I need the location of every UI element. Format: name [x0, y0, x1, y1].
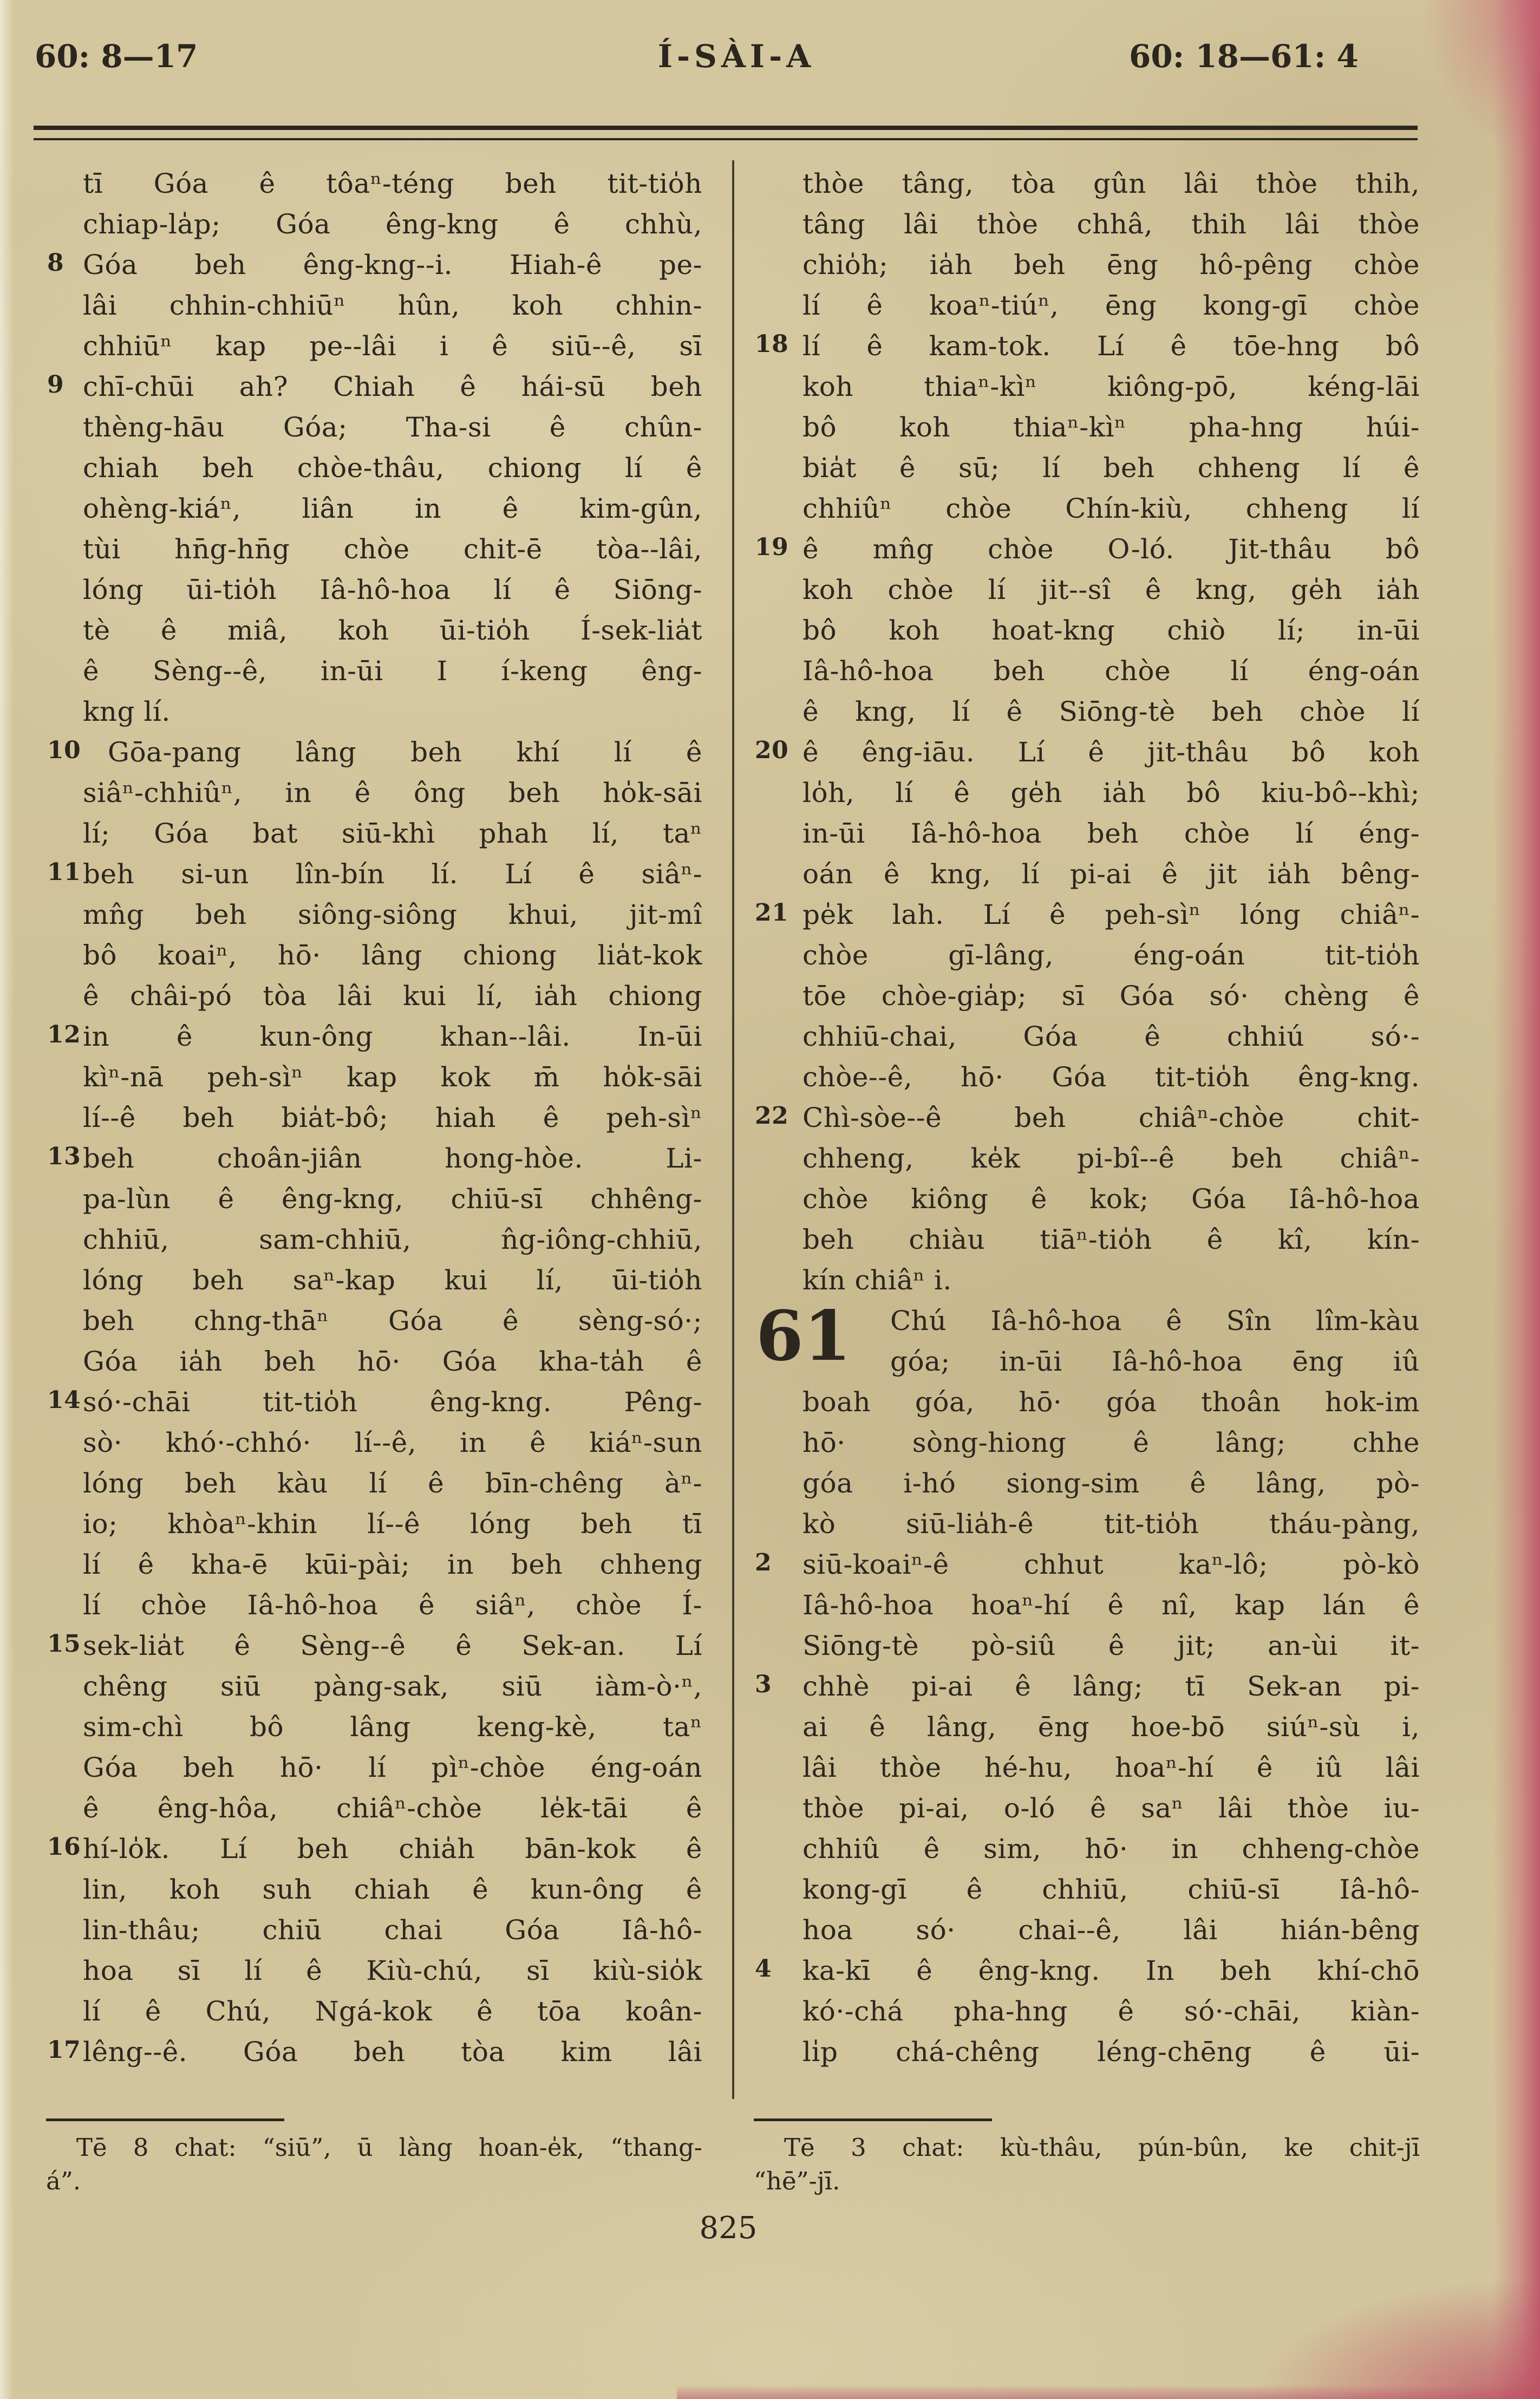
- verse-text: oán ê kng, lí pi-ai ê jit ia̍h bêng-: [802, 858, 1420, 890]
- verse-text: lí ê Chú, Ngá-kok ê tōa koân-: [83, 1996, 702, 2027]
- verse-text: tâng lâi thòe chhâ, thih lâi thòe: [802, 208, 1420, 240]
- verse-text: Chú Iâ-hô-hoa ê Sîn lîm-kàu: [890, 1305, 1420, 1337]
- text-line: [754, 610, 1420, 651]
- text-line: [46, 1098, 702, 1138]
- verse-text: io; khòaⁿ-khin lí--ê lóng beh tī: [83, 1508, 702, 1540]
- text-line: [754, 1544, 1420, 1585]
- verse-number: 20: [755, 736, 789, 764]
- text-line: [754, 1138, 1420, 1179]
- verse-text: thòe pi-ai, o-ló ê saⁿ lâi thòe iu-: [802, 1792, 1420, 1824]
- verse-text: koh chòe lí jit--sî ê kng, ge̍h ia̍h: [802, 574, 1420, 605]
- text-line: [46, 1910, 702, 1951]
- text-line: [46, 1220, 702, 1260]
- text-line: [46, 245, 702, 285]
- text-line: [46, 1626, 702, 1666]
- verse-text: kng lí.: [83, 696, 171, 727]
- verse-text: ka-kī ê êng-kng. In beh khí-chō: [802, 1955, 1420, 1986]
- verse-text: ê êng-hôa, chiâⁿ-chòe le̍k-tāi ê: [83, 1792, 702, 1824]
- verse-text: beh chng-thāⁿ Góa ê sèng-só·;: [83, 1305, 702, 1337]
- header-verse-range-right: 60: 18—61: 4: [1129, 38, 1359, 75]
- fore-edge-bottom-corner: [1258, 2280, 1540, 2399]
- verse-text: kò siū-lia̍h-ê tit-tio̍h tháu-pàng,: [802, 1508, 1420, 1540]
- text-line: [754, 692, 1420, 732]
- verse-text: chhiū-chai, Góa ê chhiú só·-: [802, 1021, 1420, 1052]
- book-fore-edge: [1493, 0, 1540, 2399]
- text-line: [754, 976, 1420, 1016]
- verse-text: tùi hn̄g-hn̄g chòe chit-ē tòa--lâi,: [83, 533, 702, 565]
- verse-text: bia̍t ê sū; lí beh chheng lí ê: [802, 452, 1420, 484]
- verse-number: 16: [47, 1833, 81, 1861]
- verse-text: siū-koaiⁿ-ê chhut kaⁿ-lô; pò-kò: [802, 1549, 1420, 1580]
- verse-text: Iâ-hô-hoa hoaⁿ-hí ê nî, kap lán ê: [802, 1589, 1420, 1621]
- verse-text: mn̂g beh siông-siông khui, jit-mî: [83, 899, 702, 930]
- verse-text: Gōa-pang lâng beh khí lí ê: [108, 736, 702, 768]
- verse-text: chhiû ê sim, hō· in chheng-chòe: [802, 1833, 1420, 1865]
- verse-text: bô koh thiaⁿ-kìⁿ pha-hng húi-: [802, 412, 1420, 443]
- verse-text: in ê kun-ông khan--lâi. In-ūi: [83, 1021, 702, 1052]
- text-line: [46, 1544, 702, 1585]
- text-line: [754, 1220, 1420, 1260]
- text-line: [46, 1748, 702, 1788]
- text-line: [46, 2032, 702, 2072]
- text-line: [46, 1869, 702, 1910]
- text-line: [46, 164, 702, 204]
- text-line: [46, 976, 702, 1016]
- verse-text: bô koh hoat-kng chiò lí; in-ūi: [802, 615, 1420, 646]
- text-line: [754, 2032, 1420, 2072]
- verse-text: lí ê kha-ē kūi-pài; in beh chheng: [83, 1549, 702, 1580]
- verse-text: lâi thòe hé-hu, hoaⁿ-hí ê iû lâi: [802, 1752, 1420, 1783]
- text-line: [46, 1301, 702, 1341]
- text-line: [46, 407, 702, 448]
- verse-text: Iâ-hô-hoa beh chòe lí éng-oán: [802, 655, 1420, 687]
- footnote-right: [754, 2118, 1420, 2198]
- text-line: [754, 1260, 1420, 1301]
- text-line: [754, 1707, 1420, 1748]
- verse-text: chòe kiông ê kok; Góa Iâ-hô-hoa: [802, 1183, 1420, 1215]
- verse-text: li̍p chá-chêng léng-chēng ê ūi-: [802, 2036, 1420, 2068]
- verse-number: 19: [755, 533, 789, 561]
- text-line: [754, 1626, 1420, 1666]
- header-rule: [34, 126, 1418, 140]
- text-line: [754, 1016, 1420, 1057]
- verse-text: lóng ūi-tio̍h Iâ-hô-hoa lí ê Siōng-: [83, 574, 702, 605]
- text-line: [754, 448, 1420, 488]
- verse-text: sek-lia̍t ê Sèng--ê ê Sek-an. Lí: [83, 1630, 702, 1661]
- verse-text: hí-lo̍k. Lí beh chia̍h bān-kok ê: [83, 1833, 702, 1865]
- text-line: [754, 1341, 1420, 1382]
- page-number: 825: [699, 2211, 758, 2246]
- text-line: [754, 1991, 1420, 2032]
- verse-text: chòe gī-lâng, éng-oán tit-tio̍h: [802, 940, 1420, 971]
- text-line: [46, 570, 702, 610]
- book-title: Í-SÀI-A: [657, 38, 815, 75]
- verse-text: chiap-la̍p; Góa êng-kng ê chhù,: [83, 208, 702, 240]
- verse-text: chiah beh chòe-thâu, chiong lí ê: [83, 452, 702, 484]
- text-line: [754, 570, 1420, 610]
- text-line: [754, 1463, 1420, 1504]
- verse-text: Góa ia̍h beh hō· Góa kha-ta̍h ê: [83, 1346, 702, 1377]
- verse-text: ê kng, lí ê Siōng-tè beh chòe lí: [802, 696, 1420, 727]
- verse-text: ê mn̂g chòe O-ló. Jit-thâu bô: [802, 533, 1420, 565]
- text-line: [754, 407, 1420, 448]
- text-line: [46, 285, 702, 326]
- verse-text: hō· sòng-hiong ê lâng; chhe: [802, 1427, 1420, 1458]
- verse-text: beh chiàu tiāⁿ-tio̍h ê kî, kín-: [802, 1224, 1420, 1255]
- text-line: [754, 326, 1420, 367]
- footnote-left: [46, 2118, 702, 2198]
- verse-text: Góa beh hō· lí pìⁿ-chòe éng-oán: [83, 1752, 702, 1783]
- fore-edge-top-corner: [1421, 0, 1540, 162]
- text-line: [754, 204, 1420, 245]
- verse-text: lóng beh saⁿ-kap kui lí, ūi-tio̍h: [83, 1264, 702, 1296]
- verse-text: in-ūi Iâ-hô-hoa beh chòe lí éng-: [802, 818, 1420, 849]
- verse-text: lin-thâu; chiū chai Góa Iâ-hô-: [83, 1914, 702, 1946]
- verse-text: thèng-hāu Góa; Tha-si ê chûn-: [83, 412, 702, 443]
- text-line: [46, 1423, 702, 1463]
- verse-number: 21: [755, 899, 789, 927]
- verse-number: 2: [755, 1549, 772, 1576]
- verse-text: lí--ê beh bia̍t-bô; hiah ê peh-sìⁿ: [83, 1102, 702, 1133]
- text-line: [754, 164, 1420, 204]
- text-line: [754, 367, 1420, 407]
- verse-number: 13: [47, 1143, 81, 1170]
- verse-text: chheng, ke̍k pi-bî--ê beh chiâⁿ-: [802, 1143, 1420, 1174]
- text-column-left: [46, 164, 702, 2072]
- footnote-text: á”.: [46, 2167, 81, 2195]
- verse-text: só·-chāi tit-tio̍h êng-kng. Pêng-: [83, 1386, 702, 1418]
- text-line: [46, 529, 702, 570]
- verse-number: 14: [47, 1386, 81, 1414]
- verse-text: lí; Góa bat siū-khì phah lí, taⁿ: [83, 818, 702, 849]
- verse-text: kín chiâⁿ i.: [802, 1264, 952, 1296]
- verse-number: 8: [47, 249, 64, 277]
- text-column-right: [754, 164, 1420, 2072]
- text-line: [754, 488, 1420, 529]
- text-line: [754, 1423, 1420, 1463]
- verse-text: Góa beh êng-kng--i. Hiah-ê pe-: [83, 249, 702, 281]
- verse-number: 12: [47, 1021, 81, 1048]
- verse-text: lin, koh suh chiah ê kun-ông ê: [83, 1874, 702, 1905]
- verse-text: siâⁿ-chhiûⁿ, in ê ông beh ho̍k-sāi: [83, 777, 702, 809]
- footnote-text: Tē 3 chat: kù-thâu, pún-bûn, ke chit-jī: [784, 2133, 1420, 2162]
- verse-text: pe̍k lah. Lí ê peh-sìⁿ lóng chiâⁿ-: [802, 899, 1420, 930]
- verse-text: sò· khó·-chhó· lí--ê, in ê kiáⁿ-sun: [83, 1427, 702, 1458]
- verse-text: Siōng-tè pò-siû ê jit; an-ùi it-: [802, 1630, 1420, 1661]
- text-line: [46, 935, 702, 976]
- page-left-edge: [0, 0, 14, 2399]
- verse-text: boah góa, hō· góa thoân hok-im: [802, 1386, 1420, 1418]
- verse-number: 3: [755, 1671, 772, 1698]
- text-line: [46, 1179, 702, 1220]
- text-line: [754, 1951, 1420, 1991]
- verse-text: beh si-un lîn-bín lí. Lí ê siâⁿ-: [83, 858, 702, 890]
- text-line: [754, 1504, 1420, 1544]
- text-line: [46, 813, 702, 854]
- verse-text: koh thiaⁿ-kìⁿ kiông-pō, kéng-lāi: [802, 371, 1420, 402]
- verse-number: 17: [47, 2036, 81, 2064]
- text-line: [46, 1788, 702, 1829]
- text-line: [46, 1138, 702, 1179]
- text-line: [754, 813, 1420, 854]
- verse-text: lí ê koaⁿ-tiúⁿ, ēng kong-gī chòe: [802, 290, 1420, 321]
- footnote-rule: [754, 2118, 992, 2121]
- footnote-text: “hē”-jī.: [754, 2167, 840, 2195]
- text-line: [46, 1463, 702, 1504]
- verse-text: ê châi-pó tòa lâi kui lí, ia̍h chiong: [83, 980, 702, 1012]
- verse-number: 11: [47, 858, 81, 886]
- verse-text: tōe chòe-gia̍p; sī Góa só· chèng ê: [802, 980, 1420, 1012]
- verse-text: chhiûⁿ chòe Chín-kiù, chheng lí: [802, 493, 1420, 524]
- verse-text: chêng siū pàng-sak, siū iàm-ò·ⁿ,: [83, 1671, 702, 1702]
- text-line: [754, 1666, 1420, 1707]
- text-line: [754, 854, 1420, 895]
- text-line: [754, 1748, 1420, 1788]
- text-line: [754, 1585, 1420, 1626]
- text-line: [46, 1057, 702, 1098]
- verse-text: chhiū, sam-chhiū, n̂g-iông-chhiū,: [83, 1224, 702, 1255]
- text-line: [46, 895, 702, 935]
- verse-text: chī-chūi ah? Chiah ê hái-sū beh: [83, 371, 702, 402]
- running-header: [0, 38, 1540, 83]
- verse-text: lóng beh kàu lí ê bīn-chêng àⁿ-: [83, 1468, 702, 1499]
- text-line: [754, 1098, 1420, 1138]
- text-line: [46, 1341, 702, 1382]
- verse-number: 22: [755, 1102, 789, 1130]
- verse-text: góa; in-ūi Iâ-hô-hoa ēng iû: [890, 1346, 1420, 1377]
- text-line: [46, 651, 702, 692]
- verse-number: 9: [47, 371, 64, 399]
- footnote-text: Tē 8 chat: “siū”, ū làng hoan-e̍k, “thang-: [76, 2133, 702, 2162]
- text-line: [46, 1504, 702, 1544]
- text-line: [46, 1585, 702, 1626]
- verse-text: tè ê miâ, koh ūi-tio̍h Í-sek-lia̍t: [83, 615, 702, 646]
- verse-text: ai ê lâng, ēng hoe-bō siúⁿ-sù i,: [802, 1711, 1420, 1743]
- text-line: [46, 1991, 702, 2032]
- text-line: [46, 448, 702, 488]
- text-line: [754, 1869, 1420, 1910]
- verse-text: kó·-chá pha-hng ê só·-chāi, kiàn-: [802, 1996, 1420, 2027]
- text-line: [46, 1707, 702, 1748]
- text-line: [46, 1016, 702, 1057]
- text-line: [46, 854, 702, 895]
- verse-number: 18: [755, 330, 789, 358]
- verse-number: 15: [47, 1630, 81, 1658]
- text-line: [46, 1951, 702, 1991]
- verse-number: 4: [755, 1955, 772, 1983]
- verse-text: lâi chhin-chhiūⁿ hûn, koh chhin-: [83, 290, 702, 321]
- text-line: [46, 692, 702, 732]
- verse-text: chòe--ê, hō· Góa tit-tio̍h êng-kng.: [802, 1061, 1420, 1093]
- verse-text: ohèng-kiáⁿ, liân in ê kim-gûn,: [83, 493, 702, 524]
- bottom-edge: [677, 2385, 1540, 2399]
- text-line: [754, 529, 1420, 570]
- text-line: [46, 732, 702, 773]
- text-line: [46, 488, 702, 529]
- text-line: [754, 285, 1420, 326]
- text-line: [46, 367, 702, 407]
- verse-text: ê êng-iāu. Lí ê jit-thâu bô koh: [802, 736, 1420, 768]
- verse-number: 10: [47, 736, 81, 764]
- text-line: [46, 1382, 702, 1423]
- verse-text: lí ê kam-tok. Lí ê tōe-hng bô: [802, 330, 1420, 362]
- text-line: [754, 245, 1420, 285]
- verse-text: tī Góa ê tôaⁿ-téng beh tit-tio̍h: [83, 168, 702, 199]
- text-line: [754, 773, 1420, 813]
- text-line: [46, 326, 702, 367]
- verse-text: chhè pi-ai ê lâng; tī Sek-an pi-: [802, 1671, 1420, 1702]
- verse-text: ê Sèng--ê, in-ūi I í-keng êng-: [83, 655, 702, 687]
- verse-text: hoa sī lí ê Kiù-chú, sī kiù-sio̍k: [83, 1955, 702, 1986]
- footnote-rule: [46, 2118, 284, 2121]
- text-line: [754, 1057, 1420, 1098]
- verse-text: chhiūⁿ kap pe--lâi i ê siū--ê, sī: [83, 330, 702, 362]
- verse-text: lo̍h, lí ê ge̍h ia̍h bô kiu-bô--khì;: [802, 777, 1420, 809]
- header-verse-range-left: 60: 8—17: [35, 38, 198, 75]
- text-line: [754, 1910, 1420, 1951]
- text-line: [754, 732, 1420, 773]
- text-line: [46, 773, 702, 813]
- verse-text: bô koaiⁿ, hō· lâng chiong lia̍t-kok: [83, 940, 702, 971]
- text-line: [754, 1382, 1420, 1423]
- text-line: [46, 204, 702, 245]
- verse-text: hoa só· chai--ê, lâi hián-bêng: [802, 1914, 1420, 1946]
- verse-text: pa-lùn ê êng-kng, chiū-sī chhêng-: [83, 1183, 702, 1215]
- text-line: [754, 935, 1420, 976]
- text-line: [46, 1260, 702, 1301]
- verse-text: Chì-sòe--ê beh chiâⁿ-chòe chit-: [802, 1102, 1420, 1133]
- verse-text: kong-gī ê chhiū, chiū-sī Iâ-hô-: [802, 1874, 1420, 1905]
- text-line: [754, 1829, 1420, 1869]
- column-divider: [732, 160, 734, 2099]
- verse-text: lí chòe Iâ-hô-hoa ê siâⁿ, chòe Í-: [83, 1589, 702, 1621]
- text-line: [46, 1829, 702, 1869]
- verse-text: beh choân-jiân hong-hòe. Li-: [83, 1143, 702, 1174]
- text-line: [754, 895, 1420, 935]
- text-line: [46, 1666, 702, 1707]
- verse-text: thòe tâng, tòa gûn lâi thòe thih,: [802, 168, 1420, 199]
- verse-text: kìⁿ-nā peh-sìⁿ kap kok m̄ ho̍k-sāi: [83, 1061, 702, 1093]
- text-line: [754, 1788, 1420, 1829]
- verse-text: sim-chì bô lâng keng-kè, taⁿ: [83, 1711, 702, 1743]
- text-line: [754, 1179, 1420, 1220]
- verse-text: góa i-hó siong-sim ê lâng, pò-: [802, 1468, 1420, 1499]
- chapter-number: 61: [756, 1296, 852, 1376]
- text-line: [46, 610, 702, 651]
- verse-text: chio̍h; ia̍h beh ēng hô-pêng chòe: [802, 249, 1420, 281]
- text-line: [754, 651, 1420, 692]
- verse-text: lêng--ê. Góa beh tòa kim lâi: [83, 2036, 702, 2068]
